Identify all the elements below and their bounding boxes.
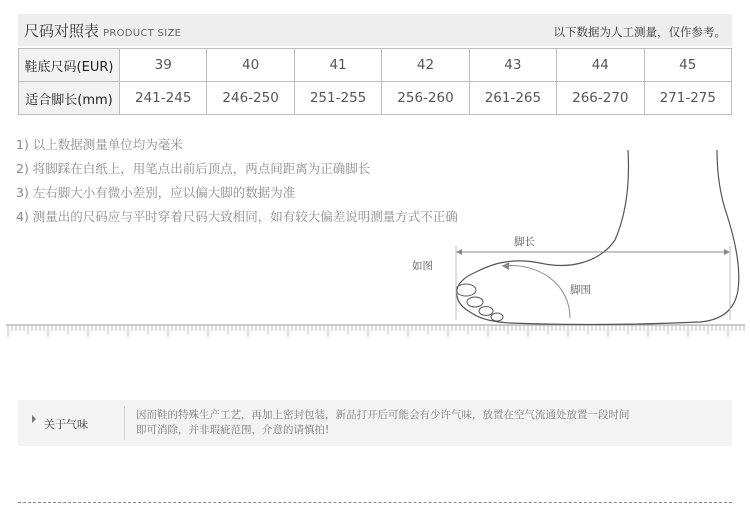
table-cell: 251-255 (294, 82, 381, 115)
title-subtitle: PRODUCT SIZE (103, 28, 182, 39)
length-arrowhead-left (456, 249, 462, 255)
dashed-divider (18, 502, 732, 503)
ruler-ticks (8, 325, 744, 337)
length-arrowhead-right (724, 249, 730, 255)
odor-info-box (18, 400, 732, 446)
table-cell: 44 (557, 49, 644, 82)
size-table (18, 48, 732, 115)
label-foot-length: 脚长 (514, 236, 535, 248)
disclaimer-note: 以下数据为人工测量，仅作参考。 (553, 25, 726, 39)
table-cell: 246-250 (207, 82, 294, 115)
table-cell: 256-260 (382, 82, 469, 115)
table-cell: 41 (294, 49, 381, 82)
measurement-notes (16, 136, 458, 232)
note-item: 3) 左右脚大小有微小差别，应以偏大脚的数据为准 (16, 185, 296, 200)
table-cell: 241-245 (120, 82, 207, 115)
table-cell: 271-275 (644, 82, 731, 115)
table-cell: 43 (469, 49, 556, 82)
header-bar (18, 14, 732, 46)
table-cell: 261-265 (469, 82, 556, 115)
title-text: 尺码对照表 (24, 22, 100, 40)
table-cell: 40 (207, 49, 294, 82)
info-text (136, 408, 630, 438)
toe-4 (491, 313, 503, 321)
toe-3 (479, 307, 493, 316)
table-cell: 42 (382, 49, 469, 82)
note-item: 2) 将脚踩在白纸上，用笔点出前后顶点，两点间距离为正确脚长 (16, 161, 371, 176)
note-item: 4) 测量出的尺码应与平时穿着尺码大致相同，如有较大偏差说明测量方式不正确 (16, 209, 458, 224)
label-foot-girth: 脚围 (570, 284, 591, 296)
triangle-right-icon (32, 415, 36, 423)
foot-outline (457, 150, 739, 324)
table-cell: 39 (120, 49, 207, 82)
page-title (24, 20, 181, 41)
info-label: 关于气味 (44, 418, 88, 431)
toe-big (456, 284, 476, 296)
table-row-eur-size (19, 49, 732, 82)
row-header-length: 适合脚长(mm) (19, 82, 120, 115)
info-line: 即可消除，并非瑕疵范围，介意的请慎拍! (136, 424, 330, 436)
table-cell: 266-270 (557, 82, 644, 115)
table-row-foot-length (19, 82, 732, 115)
row-header-eur: 鞋底尺码(EUR) (19, 49, 120, 82)
note-item: 1) 以上数据测量单位均为毫米 (16, 137, 183, 152)
table-cell: 45 (644, 49, 731, 82)
info-divider (124, 406, 125, 440)
label-as-shown: 如图 (412, 260, 433, 272)
toe-2 (467, 297, 483, 307)
info-line: 因而鞋的特殊生产工艺，再加上密封包装，新品打开后可能会有少许气味，放置在空气流通处放置一段时间 (136, 409, 630, 421)
girth-arc (502, 266, 570, 318)
girth-arrowhead (502, 262, 509, 270)
